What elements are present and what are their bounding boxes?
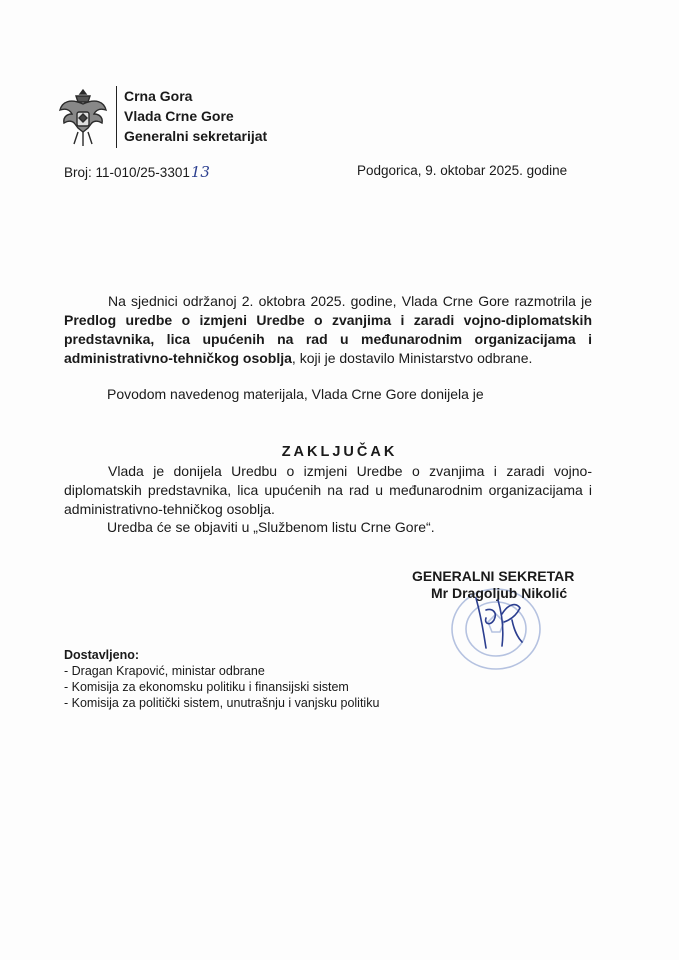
signatory-name: Mr Dragoljub Nikolić [431,585,568,601]
handwritten-signature-icon [468,590,528,652]
coat-of-arms-icon [58,88,108,148]
header-secretariat: Generalni sekretarijat [124,128,268,144]
paragraph-intro [64,292,592,368]
paragraph-decision-intro: Povodom navedenog materijala, Vlada Crne Gore donijela je [107,386,484,402]
paragraph-intro-start: Na sjednici održanoj 2. oktobra 2025. godine, Vlada Crne Gore razmotrila je [108,293,592,309]
signatory-title: GENERALNI SEKRETAR [412,568,575,584]
reference-number [64,163,210,181]
header-country: Crna Gora [124,88,193,104]
distribution-title: Dostavljeno: [64,648,140,662]
header-divider [116,86,117,148]
paragraph-conclusion: Vlada je donijela Uredbu o izmjeni Uredbe o zvanjima i zaradi vojno-diplomatskih predstavnika, lica upućenih na rad u međunarodnim organizacijama i administrativno-tehničkog osoblja. [64,463,592,517]
distribution-item: - Komisija za politički sistem, unutrašnju i vanjsku politiku [64,695,379,711]
proposal-title: Predlog uredbe o izmjeni Uredbe o zvanjima i zaradi vojno-diplomatskih predstavnika, lica upućenih na rad u međunarodnim organizacijama i administrativno-tehničkog osoblja [64,312,592,366]
institution-header [124,86,267,146]
distribution-list [64,663,379,711]
reference-number-text: Broj: 11-010/25-3301 [64,165,190,180]
distribution-item: - Dragan Krapović, ministar odbrane [64,663,379,679]
distribution-item: - Komisija za ekonomsku politiku i finansijski sistem [64,679,379,695]
conclusion-heading: ZAKLJUČAK [281,444,398,460]
handwritten-suffix: 13 [190,163,210,181]
paragraph-intro-end: , koji je dostavilo Ministarstvo odbrane. [291,350,533,366]
document-date: Podgorica, 9. oktobar 2025. godine [357,163,568,178]
paragraph-publication: Uredba će se objaviti u „Službenom listu Crne Gore“. [107,519,435,535]
header-government: Vlada Crne Gore [124,108,234,124]
